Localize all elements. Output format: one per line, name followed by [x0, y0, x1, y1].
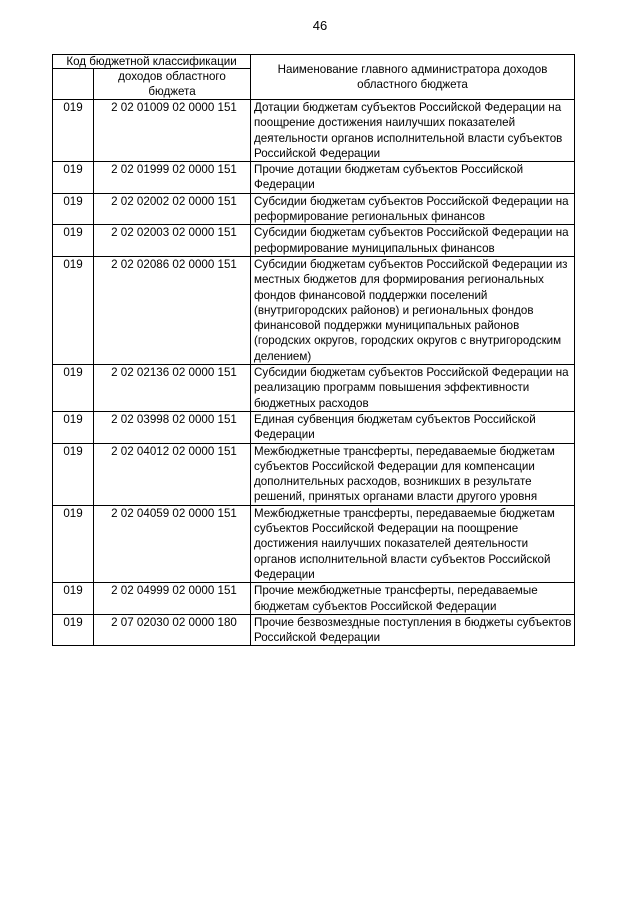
- table-row: [53, 411, 575, 443]
- classification-code-cell: 2 02 03998 02 0000 151: [94, 411, 251, 443]
- administrator-name-cell: Субсидии бюджетам субъектов Российской Федерации из местных бюджетов для формирования региональных фондов финансовой поддержки поселений (внутригородских районов) и региональных фондов финансовой поддержки муниципальных районов (городских округов, городских округов с внутригородским делением): [251, 256, 575, 364]
- administrator-name-cell: Субсидии бюджетам субъектов Российской Федерации на реализацию программ повышения эффективности бюджетных расходов: [251, 365, 575, 412]
- administrator-name-cell: Субсидии бюджетам субъектов Российской Федерации на реформирование региональных финансов: [251, 193, 575, 225]
- table-row: [53, 505, 575, 582]
- admin-code-cell: 019: [53, 505, 94, 582]
- admin-code-cell: 019: [53, 365, 94, 412]
- table-row: [53, 193, 575, 225]
- admin-code-cell: 019: [53, 411, 94, 443]
- classification-code-cell: 2 02 04999 02 0000 151: [94, 583, 251, 615]
- administrator-name-cell: Прочие безвозмездные поступления в бюджеты субъектов Российской Федерации: [251, 614, 575, 646]
- admin-code-cell: 019: [53, 100, 94, 162]
- page-number: 46: [312, 18, 328, 33]
- budget-classification-table: [52, 54, 575, 646]
- classification-code-cell: 2 02 04012 02 0000 151: [94, 443, 251, 505]
- classification-code-cell: 2 02 01999 02 0000 151: [94, 162, 251, 194]
- table-row: [53, 365, 575, 412]
- table-row: [53, 162, 575, 194]
- table-row: [53, 225, 575, 257]
- header-name-column: Наименование главного администратора доходов областного бюджета: [251, 55, 575, 100]
- administrator-name-cell: Межбюджетные трансферты, передаваемые бюджетам субъектов Российской Федерации для компенсации дополнительных расходов, возникших в результате решений, принятых органами власти другого уровня: [251, 443, 575, 505]
- administrator-name-cell: Субсидии бюджетам субъектов Российской Федерации на реформирование муниципальных финансов: [251, 225, 575, 257]
- admin-code-cell: 019: [53, 256, 94, 364]
- table-body: [53, 100, 575, 646]
- header-code-column: доходов областного бюджета: [94, 69, 251, 100]
- header-admin-column: [53, 69, 94, 100]
- classification-code-cell: 2 02 02002 02 0000 151: [94, 193, 251, 225]
- header-group-label: Код бюджетной классификации: [53, 55, 251, 69]
- table-row: [53, 256, 575, 364]
- administrator-name-cell: Прочие дотации бюджетам субъектов Российской Федерации: [251, 162, 575, 194]
- administrator-name-cell: Межбюджетные трансферты, передаваемые бюджетам субъектов Российской Федерации на поощрение достижения наилучших показателей деятельности органов исполнительной власти субъектов Российской Федерации: [251, 505, 575, 582]
- classification-code-cell: 2 02 01009 02 0000 151: [94, 100, 251, 162]
- classification-code-cell: 2 02 04059 02 0000 151: [94, 505, 251, 582]
- table-header: [53, 55, 575, 100]
- classification-code-cell: 2 02 02086 02 0000 151: [94, 256, 251, 364]
- classification-code-cell: 2 07 02030 02 0000 180: [94, 614, 251, 646]
- admin-code-cell: 019: [53, 614, 94, 646]
- classification-code-cell: 2 02 02136 02 0000 151: [94, 365, 251, 412]
- admin-code-cell: 019: [53, 162, 94, 194]
- table-row: [53, 443, 575, 505]
- table-row: [53, 583, 575, 615]
- table-row: [53, 100, 575, 162]
- admin-code-cell: 019: [53, 193, 94, 225]
- administrator-name-cell: Дотации бюджетам субъектов Российской Федерации на поощрение достижения наилучших показателей деятельности органов исполнительной власти субъектов Российской Федерации: [251, 100, 575, 162]
- table-row: [53, 614, 575, 646]
- administrator-name-cell: Прочие межбюджетные трансферты, передаваемые бюджетам субъектов Российской Федерации: [251, 583, 575, 615]
- admin-code-cell: 019: [53, 225, 94, 257]
- administrator-name-cell: Единая субвенция бюджетам субъектов Российской Федерации: [251, 411, 575, 443]
- admin-code-cell: 019: [53, 443, 94, 505]
- admin-code-cell: 019: [53, 583, 94, 615]
- classification-code-cell: 2 02 02003 02 0000 151: [94, 225, 251, 257]
